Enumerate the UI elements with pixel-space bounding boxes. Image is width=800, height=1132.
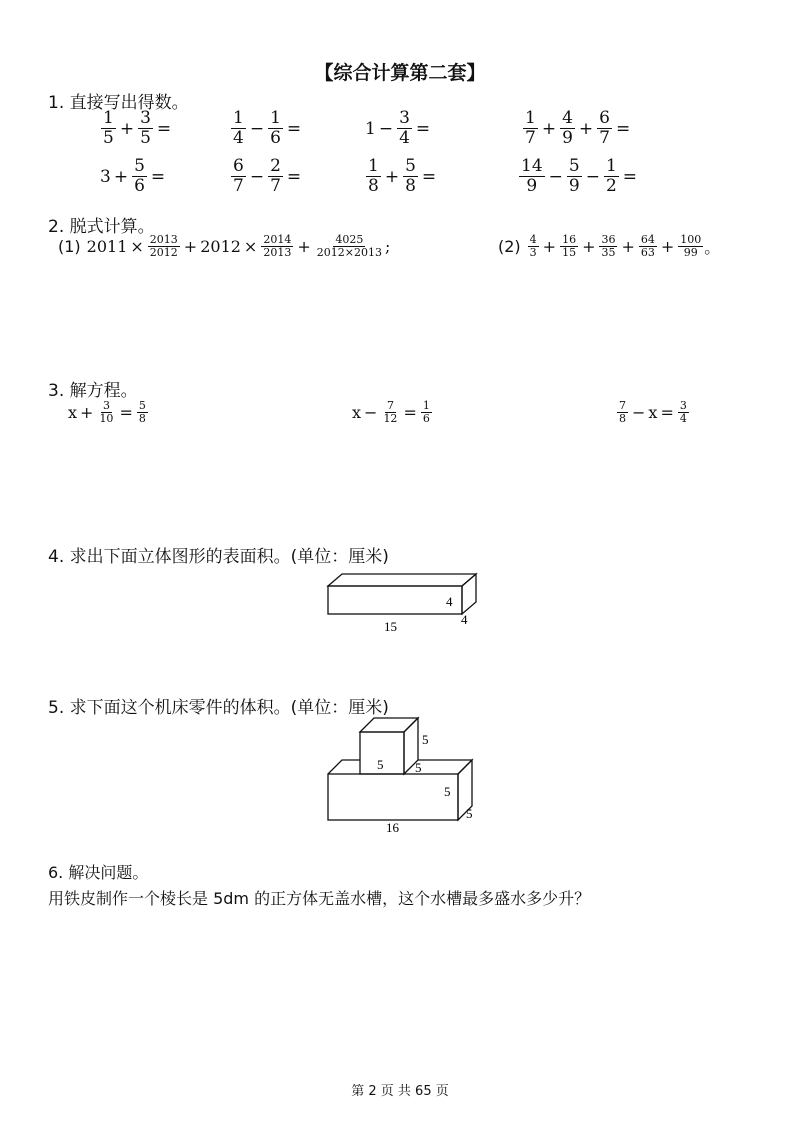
numerator: 1 [103, 108, 114, 128]
cuboid-figure [318, 570, 488, 636]
q1-item-d [522, 110, 633, 148]
numerator: 5 [138, 399, 146, 412]
denominator: 7 [270, 175, 281, 196]
variable: x [648, 402, 658, 422]
numerator: 3 [679, 399, 687, 412]
denominator: 9 [526, 175, 538, 196]
numerator: 1 [525, 108, 536, 128]
operator: − [632, 402, 646, 422]
denominator: 8 [138, 411, 146, 425]
q1-item-b [230, 110, 304, 148]
denominator: 9 [562, 127, 573, 148]
operator: + [542, 236, 557, 256]
equals-sign: = [615, 118, 631, 139]
equals-sign: = [150, 166, 166, 187]
operator: × [243, 236, 258, 256]
denominator: 7 [525, 127, 536, 148]
denominator: 12 [383, 411, 398, 425]
denominator: 10 [99, 411, 114, 425]
numerator: 2 [270, 156, 281, 176]
numerator: 36 [601, 233, 616, 246]
denominator: 8 [405, 175, 416, 196]
equals-sign: = [421, 166, 437, 187]
numerator: 2013 [149, 233, 178, 246]
section-4-heading: 4. 求出下面立体图形的表面积。(单位：厘米) [48, 547, 389, 567]
q1-item-h [518, 158, 640, 196]
cuboid-top-face [328, 574, 476, 586]
numerator: 14 [521, 156, 543, 176]
whole-number: 1 [365, 118, 376, 139]
top-cube-width-label: 5 [377, 757, 384, 772]
operator: + [80, 402, 94, 422]
section-1-heading: 1. 直接写出得数。 [48, 93, 189, 113]
equals-sign: = [403, 402, 417, 422]
numerator: 100 [680, 233, 702, 246]
operator: + [582, 236, 596, 256]
numerator: 7 [619, 399, 626, 412]
cuboid-front-face [328, 586, 462, 614]
cuboid-height-label: 4 [446, 594, 453, 609]
cuboid-length-label: 15 [384, 619, 397, 634]
numerator: 6 [599, 108, 610, 128]
numerator: 2014 [263, 233, 292, 246]
section-6-heading: 6. 解决问题。 [48, 863, 149, 882]
numerator: 6 [233, 156, 244, 176]
numerator: 7 [386, 399, 394, 412]
numerator: 5 [405, 156, 416, 176]
variable: x [352, 402, 362, 422]
base-length-label: 16 [386, 820, 399, 835]
equals-sign: = [622, 166, 638, 187]
denominator: 35 [601, 245, 616, 259]
number: 2012 [200, 236, 241, 256]
numerator: 3 [102, 399, 110, 412]
equals-sign: = [415, 118, 431, 139]
base-front-face [328, 774, 458, 820]
denominator: 3 [529, 245, 537, 259]
section-5-heading: 5. 求下面这个机床零件的体积。(单位：厘米) [48, 698, 389, 718]
number: 2011 [86, 236, 128, 256]
operator: − [249, 118, 265, 139]
equals-sign: = [119, 402, 133, 422]
denominator: 9 [568, 175, 580, 196]
part-label: (2) [498, 236, 521, 256]
numerator: 5 [568, 156, 580, 176]
operator: × [130, 236, 144, 256]
operator: − [548, 166, 563, 187]
variable: x [68, 402, 78, 422]
denominator: 6 [270, 127, 281, 148]
operator: − [585, 166, 600, 187]
numerator: 4025 [335, 233, 364, 246]
problem-6-text: 用铁皮制作一个棱长是 5dm 的正方体无盖水槽，这个水槽最多盛水多少升？ [48, 889, 591, 908]
section-3-heading: 3. 解方程。 [48, 381, 138, 401]
top-cube-depth-label: 5 [415, 760, 422, 775]
operator: + [113, 166, 129, 187]
numerator: 1 [422, 399, 430, 412]
denominator: 5 [103, 127, 114, 148]
denominator: 6 [422, 411, 430, 425]
q1-item-c [365, 110, 433, 148]
q2-part-1 [58, 234, 390, 259]
numerator: 4 [562, 108, 573, 128]
base-height-label: 5 [444, 784, 451, 799]
denominator: 6 [134, 175, 145, 196]
operator: + [119, 118, 135, 139]
numerator: 1 [270, 108, 281, 128]
denominator: 5 [140, 127, 151, 148]
page-footer: 第 2 页 共 65 页 [351, 1084, 449, 1099]
operator: + [660, 236, 675, 256]
operator: + [621, 236, 635, 256]
operator: + [541, 118, 557, 139]
numerator: 64 [640, 233, 655, 246]
denominator: 4 [233, 127, 244, 148]
equals-sign: = [156, 118, 172, 139]
denominator: 2012 [149, 245, 178, 259]
operator: + [384, 166, 400, 187]
operator: + [578, 118, 594, 139]
denominator: 8 [619, 411, 626, 425]
cuboid-side-face [462, 574, 476, 614]
denominator: 7 [233, 175, 244, 196]
equals-sign: = [660, 402, 674, 422]
operator: − [249, 166, 265, 187]
period: 。 [704, 237, 721, 257]
whole-number: 3 [100, 166, 111, 187]
q1-item-e [100, 158, 168, 196]
q1-item-f [230, 158, 304, 196]
denominator: 7 [599, 127, 610, 148]
page-title: 【综合计算第二套】 [314, 62, 486, 84]
denominator: 4 [679, 411, 687, 425]
machine-part-figure [318, 712, 488, 836]
denominator: 2 [605, 175, 617, 196]
q3-equation-1 [68, 400, 149, 425]
base-depth-label: 5 [466, 806, 473, 821]
operator: − [378, 118, 394, 139]
top-cube-height-label: 5 [422, 732, 429, 747]
numerator: 16 [562, 233, 577, 246]
part-label: (1) [58, 236, 81, 256]
numerator: 1 [233, 108, 244, 128]
q3-equation-2 [352, 400, 433, 425]
equals-sign: = [286, 118, 302, 139]
denominator: 2012×2013 [316, 245, 382, 259]
semicolon: ; [384, 236, 391, 256]
q1-item-a [100, 110, 174, 148]
equals-sign: = [286, 166, 302, 187]
numerator: 3 [140, 108, 151, 128]
base-top-edge-right [418, 760, 472, 774]
denominator: 15 [562, 245, 577, 259]
numerator: 4 [529, 233, 537, 246]
denominator: 2013 [263, 245, 292, 259]
numerator: 1 [368, 156, 379, 176]
top-cube-top-face [360, 718, 418, 732]
operator: + [297, 236, 311, 256]
q2-part-2 [498, 234, 720, 259]
numerator: 5 [134, 156, 145, 176]
q3-equation-3 [616, 400, 690, 425]
denominator: 8 [368, 175, 379, 196]
operator: − [364, 402, 378, 422]
numerator: 3 [399, 108, 410, 128]
q1-item-g [365, 158, 439, 196]
cuboid-depth-label: 4 [461, 612, 468, 627]
denominator: 99 [683, 245, 698, 259]
operator: + [183, 236, 198, 256]
base-top-edge-left [328, 760, 360, 774]
denominator: 63 [640, 245, 655, 259]
denominator: 4 [399, 127, 410, 148]
section-2-heading: 2. 脱式计算。 [48, 217, 155, 237]
numerator: 1 [605, 156, 617, 176]
